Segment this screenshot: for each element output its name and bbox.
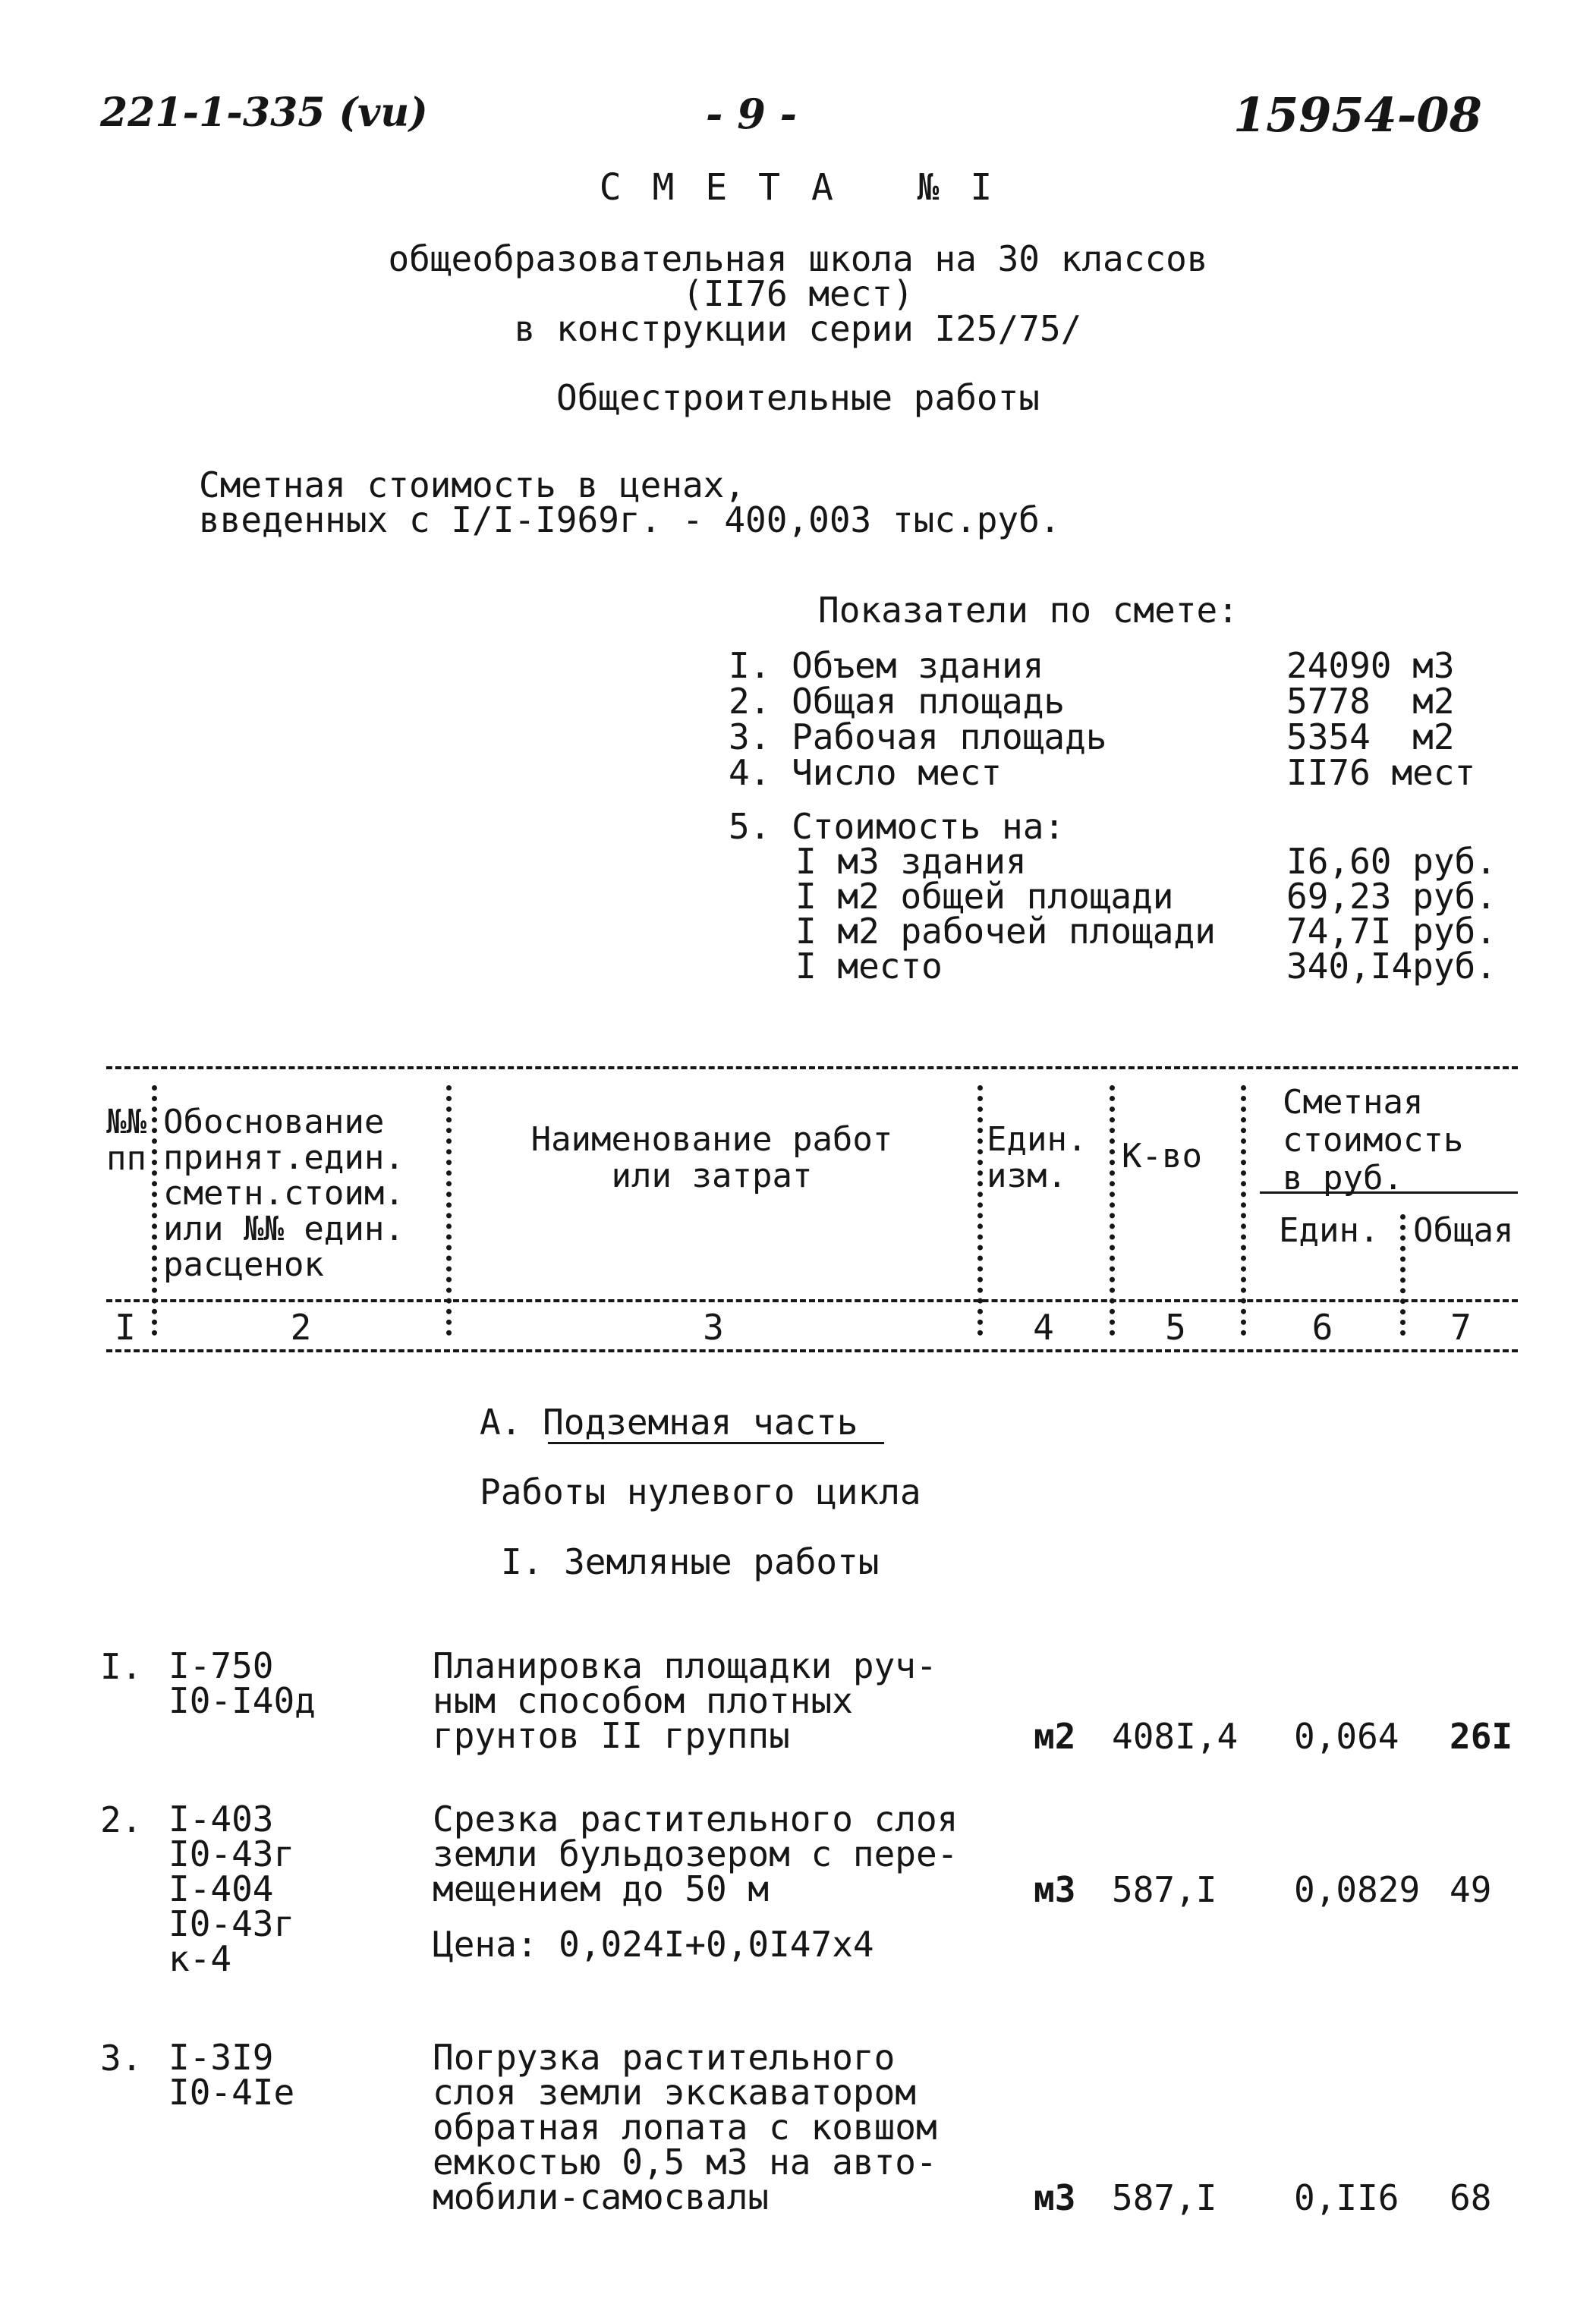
header-cost-rule <box>1260 1191 1518 1194</box>
header-col-basis: Обоснование принят.един. сметн.стоим. или №№ един. расценок <box>163 1103 405 1284</box>
column-number: 2 <box>290 1307 312 1348</box>
row-quantity: 587,I <box>1112 1869 1217 1910</box>
column-divider <box>1241 1085 1246 1336</box>
subtitle: Общестроительные работы <box>556 377 1040 418</box>
title-line-1: общеобразовательная школа на 30 классов <box>388 238 1208 279</box>
header-col-unit: Един. изм. <box>987 1120 1088 1195</box>
row-name: Планировка площадки руч- ным способом плотных грунтов II группы <box>433 1645 937 1756</box>
section-part <box>480 1402 858 1443</box>
header-bottom-rule <box>106 1349 1518 1352</box>
row-number: 2. <box>100 1799 143 1840</box>
indicator-label: 4. Число мест <box>729 752 1003 793</box>
document-code: 221-1-335 (vu) <box>100 90 428 136</box>
row-number: I. <box>100 1646 143 1687</box>
column-divider <box>446 1085 452 1336</box>
indicator-value: 24090 м3 <box>1286 645 1455 686</box>
header-middle-rule <box>106 1299 1518 1302</box>
page-number: - 9 - <box>706 90 797 138</box>
row-total: 26I <box>1450 1716 1513 1757</box>
column-divider <box>977 1085 983 1336</box>
row-unit: м2 <box>1034 1716 1076 1757</box>
cost-per-label: I м2 рабочей площади <box>795 911 1216 952</box>
indicator-value: 5354 м2 <box>1286 716 1455 757</box>
header-col-name: Наименование работ или затрат <box>530 1120 893 1195</box>
cost-per-value: 74,7I руб. <box>1286 911 1497 952</box>
row-total: 68 <box>1450 2177 1492 2218</box>
header-col-unit-price: Един. <box>1279 1211 1380 1250</box>
cost-per-label: I м2 общей площади <box>795 876 1174 917</box>
column-number: 5 <box>1165 1307 1186 1348</box>
row-basis: I-3I9 I0-4Iе <box>168 2037 295 2113</box>
title-line-2: (II76 мест) <box>682 273 914 314</box>
column-number: 4 <box>1033 1307 1054 1348</box>
row-unit-price: 0,064 <box>1294 1716 1399 1757</box>
row-quantity: 587,I <box>1112 2177 1217 2218</box>
column-divider <box>152 1085 157 1336</box>
column-number: 3 <box>703 1307 724 1348</box>
section-part-underline <box>548 1442 884 1444</box>
indicator-value: II76 мест <box>1286 752 1476 793</box>
row-unit-price: 0,II6 <box>1294 2177 1399 2218</box>
inventory-number: 15954-08 <box>1233 87 1482 143</box>
title-line-3: в конструкции серии I25/75/ <box>514 308 1082 349</box>
row-basis: I-750 I0-I40д <box>168 1645 316 1721</box>
column-divider <box>1110 1085 1115 1336</box>
row-basis: I-403 I0-43г I-404 I0-43г к-4 <box>168 1799 295 1979</box>
cost-per-value: 340,I4руб. <box>1286 946 1497 987</box>
row-price-note: Цена: 0,024I+0,0I47x4 <box>433 1924 874 1965</box>
row-name: Срезка растительного слоя земли бульдозером с пере- мещением до 50 м <box>433 1799 959 1909</box>
indicator-label: I. Объем здания <box>729 645 1044 686</box>
header-col-quantity: К-во <box>1122 1137 1202 1176</box>
cost-line-1: Сметная стоимость в ценах, <box>199 464 746 505</box>
cost-line-2: введенных с I/I-I969г. - 400,003 тыс.руб. <box>199 499 1061 540</box>
cost-per-value: 69,23 руб. <box>1286 876 1497 917</box>
cost-per-heading: 5. Стоимость на: <box>729 806 1066 847</box>
section-part-title: А. Подземная часть <box>480 1402 858 1443</box>
header-col-estimated-cost: Сметная стоимость в руб. <box>1283 1083 1464 1198</box>
row-unit: м3 <box>1034 2177 1076 2218</box>
table-top-rule <box>106 1066 1518 1069</box>
indicator-label: 3. Рабочая площадь <box>729 716 1107 757</box>
row-unit: м3 <box>1034 1869 1076 1910</box>
indicator-label: 2. Общая площадь <box>729 681 1066 722</box>
column-number: I <box>115 1307 136 1348</box>
row-number: 3. <box>100 2038 143 2079</box>
row-total: 49 <box>1450 1869 1492 1910</box>
row-quantity: 408I,4 <box>1112 1716 1239 1757</box>
row-unit-price: 0,0829 <box>1294 1869 1421 1910</box>
indicators-heading: Показатели по смете: <box>818 590 1239 631</box>
column-number: 6 <box>1311 1307 1333 1348</box>
header-col-total: Общая <box>1413 1211 1514 1250</box>
section-group: Работы нулевого цикла <box>480 1471 921 1512</box>
row-name: Погрузка растительного слоя земли экскаватором обратная лопата с ковшом емкостью 0,5 м3 на авто- мобили-самосвалы <box>433 2037 937 2217</box>
indicator-value: 5778 м2 <box>1286 681 1455 722</box>
document-title: С М Е Т А № I <box>599 166 997 209</box>
column-number: 7 <box>1450 1307 1472 1348</box>
cost-per-label: I м3 здания <box>795 841 1027 882</box>
section-subgroup: I. Земляные работы <box>501 1541 880 1582</box>
cost-per-label: I место <box>795 946 943 987</box>
header-col-number: №№ пп <box>106 1103 146 1178</box>
cost-per-value: I6,60 руб. <box>1286 841 1497 882</box>
